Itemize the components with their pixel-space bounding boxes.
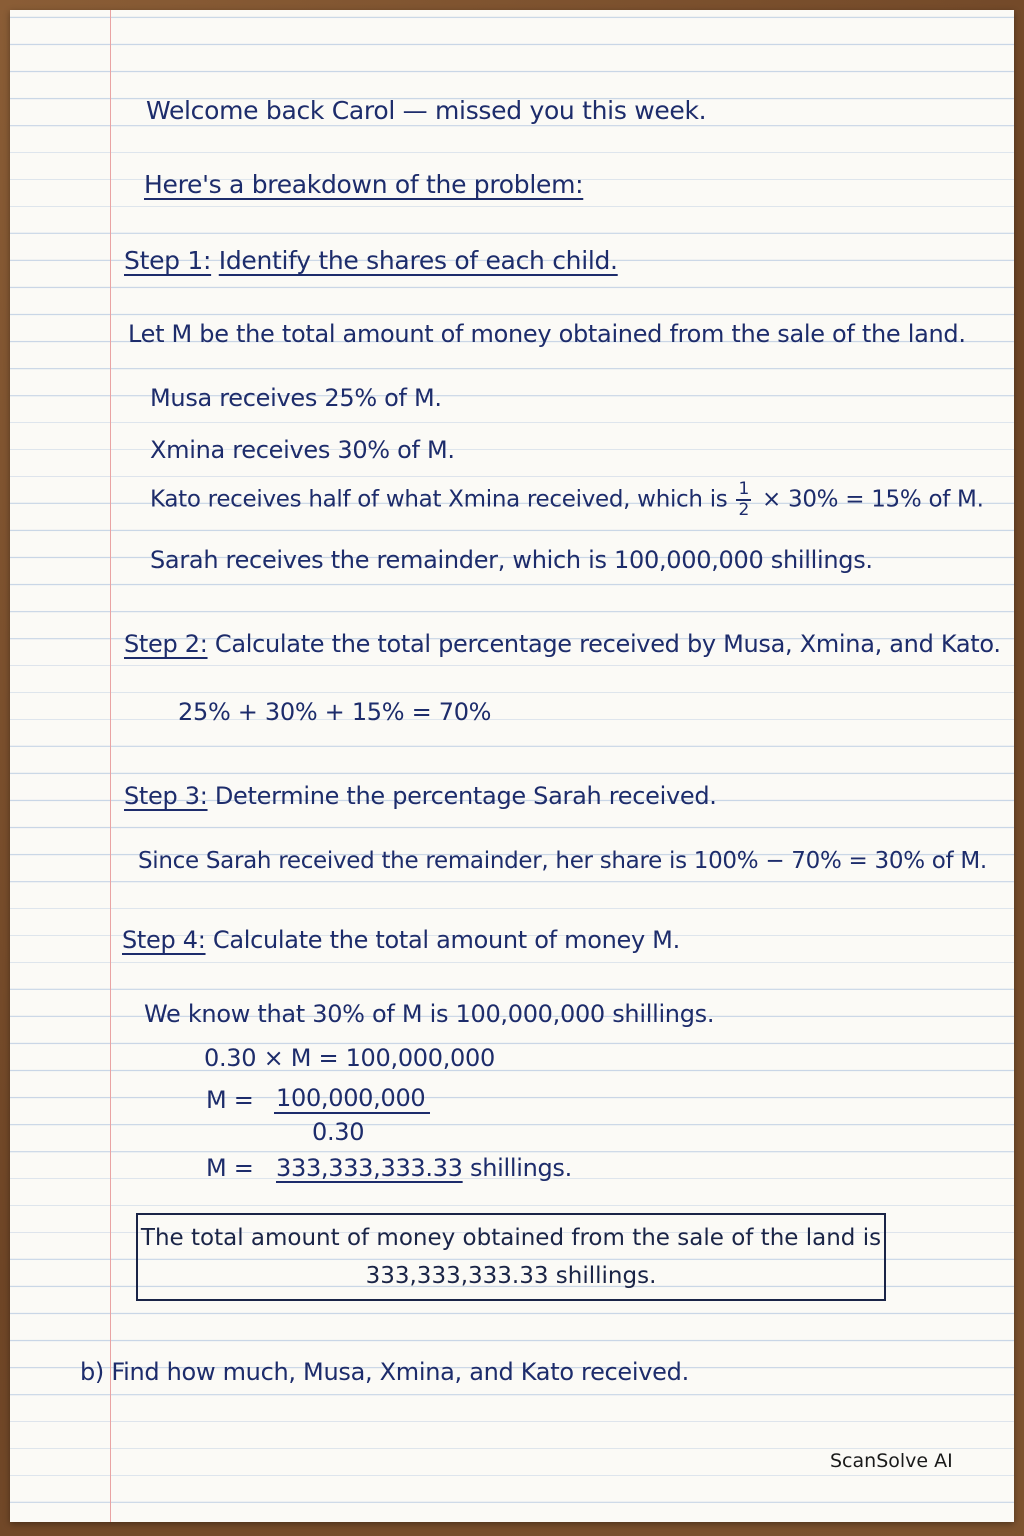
equation-2-numerator: 100,000,000 [276, 1084, 426, 1112]
part-b-label: b) [80, 1358, 104, 1386]
answer-line-2: 333,333,333.33 shillings. [365, 1263, 657, 1289]
step-4-heading [122, 926, 680, 954]
answer-box [136, 1213, 886, 1301]
result-unit: shillings. [470, 1154, 572, 1182]
step-2-title: Calculate the total percentage received by Musa, Xmina, and Kato. [214, 630, 1001, 658]
part-b [80, 1358, 689, 1386]
step-2-label: Step 2: [124, 630, 208, 658]
intro-heading: Here's a breakdown of the problem: [144, 170, 584, 199]
musa-share: Musa receives 25% of M. [150, 384, 442, 412]
equation-2-lhs: M = [206, 1086, 254, 1114]
notebook-page [10, 10, 1014, 1522]
step-4-label: Step 4: [122, 926, 206, 954]
greeting: Welcome back Carol — missed you this week. [146, 96, 707, 125]
percentage-sum: 25% + 30% + 15% = 70% [178, 698, 492, 726]
step-1-heading [124, 246, 618, 275]
result-value: 333,333,333.33 [276, 1154, 463, 1182]
sarah-share: Sarah receives the remainder, which is 100,000,000 shillings. [150, 546, 873, 574]
fraction-numerator: 1 [738, 479, 750, 499]
step-4-title: Calculate the total amount of money M. [212, 926, 680, 954]
step-3-title: Determine the percentage Sarah received. [214, 782, 717, 810]
equation-3-lhs: M = [206, 1154, 254, 1182]
step-1-title: Identify the shares of each child. [218, 246, 618, 275]
kato-share [150, 480, 984, 520]
xmina-share: Xmina receives 30% of M. [150, 436, 455, 464]
margin-line [110, 10, 111, 1522]
part-b-text: Find how much, Musa, Xmina, and Kato received. [111, 1358, 689, 1386]
step-3-heading [124, 782, 717, 810]
step-2-heading [124, 630, 1001, 658]
known-fact: We know that 30% of M is 100,000,000 shillings. [144, 1000, 715, 1028]
kato-share-suffix: × 30% = 15% of M. [762, 486, 984, 513]
step-3-label: Step 3: [124, 782, 208, 810]
let-statement: Let M be the total amount of money obtained from the sale of the land. [128, 320, 966, 348]
fraction-denominator: 2 [738, 500, 750, 520]
answer-line-1: The total amount of money obtained from the sale of the land is [140, 1225, 882, 1251]
equation-2-denominator: 0.30 [312, 1118, 365, 1146]
step-1-label: Step 1: [124, 246, 212, 275]
signature: ScanSolve AI [830, 1450, 953, 1472]
kato-share-prefix: Kato receives half of what Xmina received, which is [150, 486, 728, 513]
equation-3-result [276, 1154, 572, 1182]
half-fraction [736, 480, 751, 520]
fraction-bar [274, 1112, 430, 1114]
sarah-percentage: Since Sarah received the remainder, her share is 100% − 70% = 30% of M. [138, 848, 987, 874]
equation-1: 0.30 × M = 100,000,000 [204, 1044, 495, 1072]
